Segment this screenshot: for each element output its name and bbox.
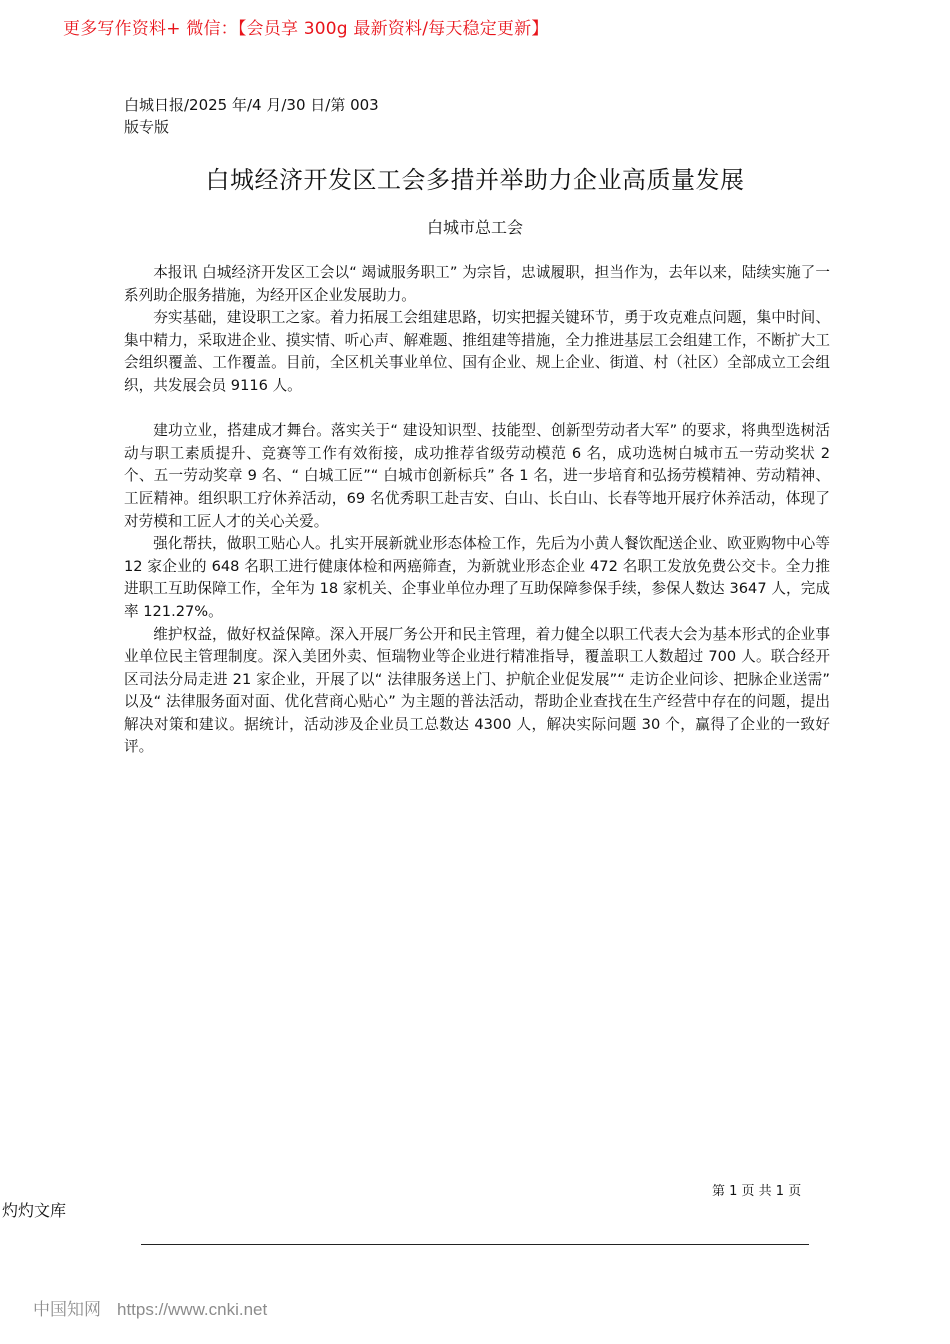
promo-banner: 更多写作资料+ 微信：【会员享 300g 最新资料/每天稳定更新】 (63, 19, 549, 39)
article-author: 白城市总工会 (426, 218, 523, 237)
watermark-url: https://www.cnki.net (117, 1300, 268, 1319)
paragraph-achievement: 建功立业，搭建成才舞台。落实关于“ 建设知识型、技能型、创新型劳动者大军” 的要求，将典型选树活动与职工素质提升、竞赛等工作有效衔接，成功推荐省级劳动模范 6 名，成功选树白城市五一劳动奖状 2 个、五一劳动奖章 9 名、“ 白城工匠”“ 白城市创新标兵” 各 1 名，进一步培育和弘扬劳模精神、劳动精神、工匠精神。组织职工疗休养活动，69 名优秀职工赴吉安、白山、长白山、长春等地开展疗休养活动，体现了对劳模和工匠人才的关心关爱。 (124, 422, 830, 530)
footer-divider (141, 1244, 809, 1245)
paragraph-foundation: 夯实基础，建设职工之家。着力拓展工会组建思路，切实把握关键环节，勇于攻克难点问题，集中时间、集中精力，采取进企业、摸实情、听心声、解难题、推组建等措施，全力推进基层工会组建工作，不断扩大工会组织覆盖、工作覆盖。目前，全区机关事业单位、国有企业、规上企业、街道、村（社区）全部成立工会组织，共发展会员 9116 人。 (124, 309, 830, 394)
library-label: 灼灼文库 (2, 1201, 67, 1220)
page-counter: 第 1 页 共 1 页 (712, 1184, 802, 1199)
paragraph-intro: 本报讯 白城经济开发区工会以“ 竭诚服务职工” 为宗旨，忠诚履职，担当作为，去年以来，陆续实施了一系列助企服务措施，为经开区企业发展助力。 (124, 264, 830, 304)
watermark-name: 中国知网 (33, 1300, 101, 1320)
cnki-watermark (33, 1295, 267, 1320)
article-body (124, 262, 830, 759)
source-citation: 白城日报/2025 年/4 月/30 日/第 003 版专版 (124, 96, 379, 136)
paragraph-assistance: 强化帮扶，做职工贴心人。扎实开展新就业形态体检工作，先后为小黄人餐饮配送企业、欧亚购物中心等 12 家企业的 648 名职工进行健康体检和两癌筛查，为新就业形态企业 472 名职工发放免费公交卡。全力推进职工互助保障工作，全年为 18 家机关、企事业单位办理了互助保障参保手续，参保人数达 3647 人，完成率 121.27%。 (124, 535, 830, 620)
article-title: 白城经济开发区工会多措并举助力企业高质量发展 (205, 166, 745, 194)
paragraph-rights: 维护权益，做好权益保障。深入开展厂务公开和民主管理，着力健全以职工代表大会为基本形式的企业事业单位民主管理制度。深入美团外卖、恒瑞物业等企业进行精准指导，覆盖职工人数超过 700 人。联合经开区司法分局走进 21 家企业，开展了以“ 法律服务送上门、护航企业促发展”“ 走访企业问诊、把脉企业送需” 以及“ 法律服务面对面、优化营商心贴心” 为主题的普法活动，帮助企业查找在生产经营中存在的问题，提出解决对策和建议。据统计，活动涉及企业员工总数达 4300 人，解决实际问题 30 个，赢得了企业的一致好评。 (124, 625, 830, 756)
